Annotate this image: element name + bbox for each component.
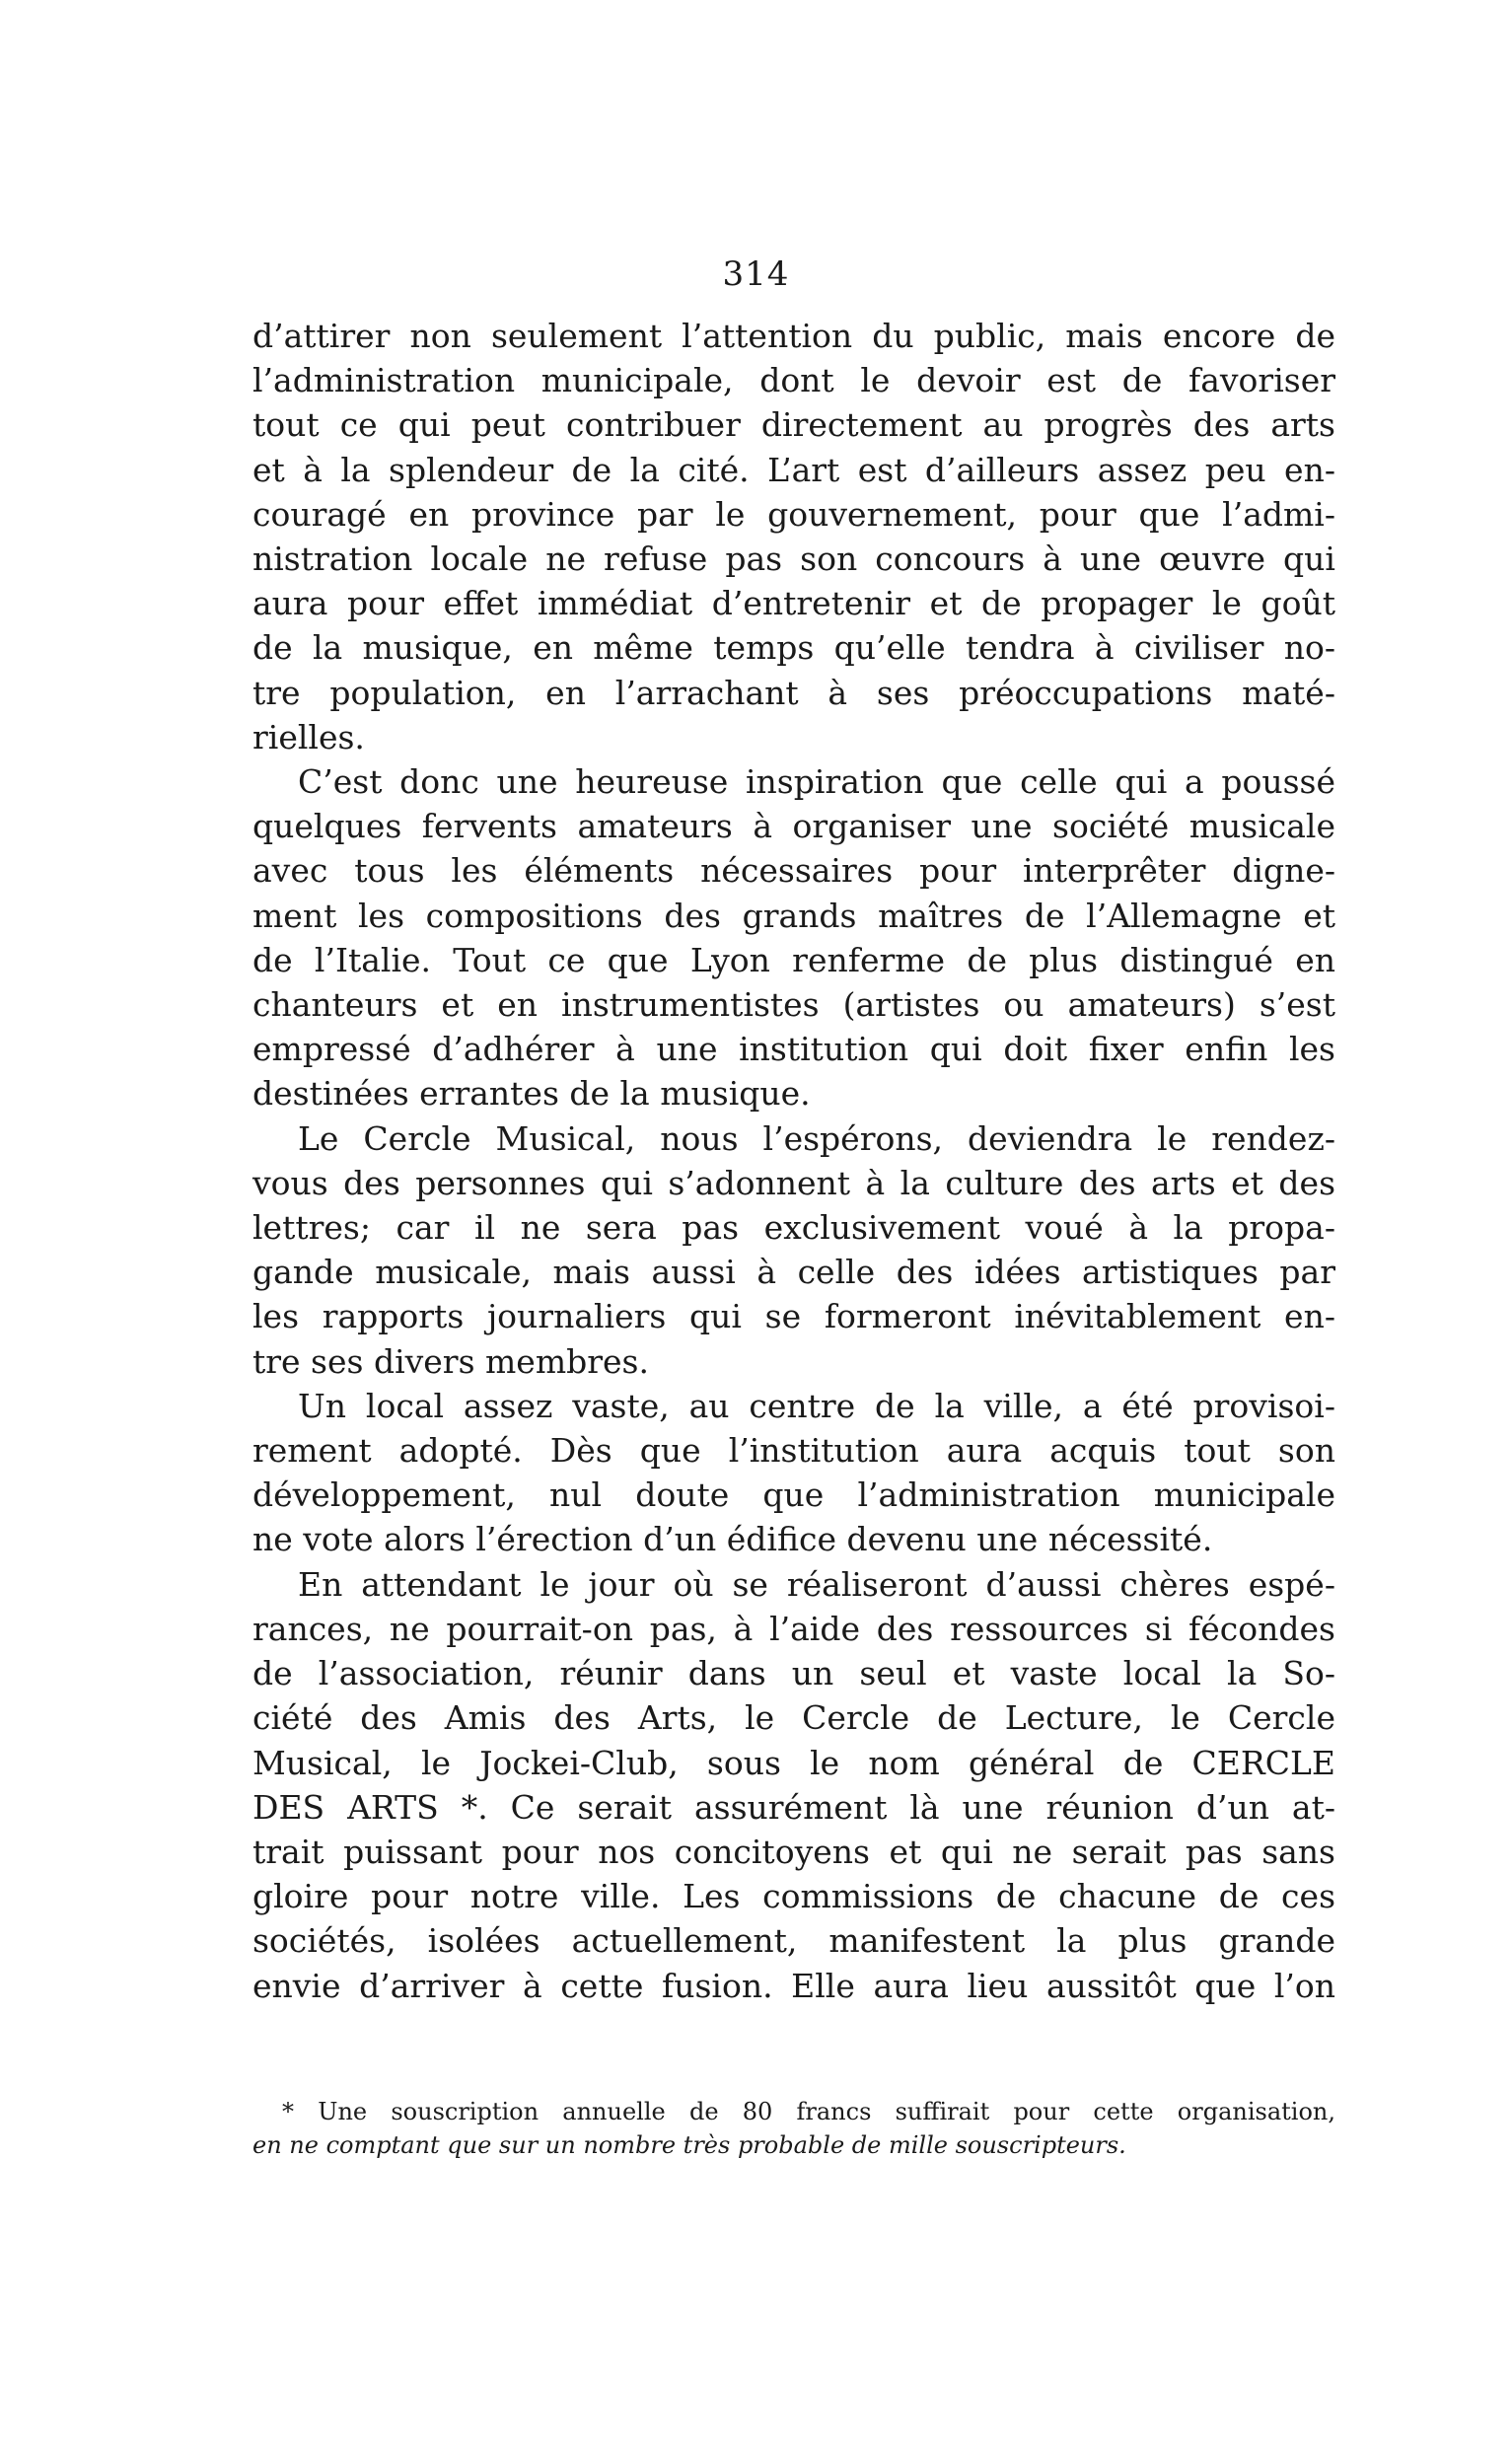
- text-line: et à la splendeur de la cité. L’art est d’ailleurs assez peu en-: [252, 450, 1335, 489]
- text-line: Un local assez vaste, au centre de la ville, a été provisoi-: [298, 1386, 1335, 1425]
- text-line: vous des personnes qui s’adonnent à la culture des arts et des: [252, 1163, 1335, 1202]
- text-line: Le Cercle Musical, nous l’espérons, deviendra le rendez-: [298, 1118, 1335, 1158]
- text-line: empressé d’adhérer à une institution qui doit fixer enfin les: [252, 1030, 1335, 1069]
- text-line: rances, ne pourrait-on pas, à l’aide des ressources si fécondes: [252, 1609, 1335, 1648]
- text-line: rement adopté. Dès que l’institution aura acquis tout son: [252, 1431, 1335, 1471]
- text-line: ciété des Amis des Arts, le Cercle de Lecture, le Cercle: [252, 1698, 1335, 1738]
- text-line: l’administration municipale, dont le devoir est de favoriser: [252, 361, 1335, 400]
- text-line: C’est donc une heureuse inspiration que celle qui a poussé: [298, 762, 1335, 802]
- text-line: trait puissant pour nos concitoyens et qui ne serait pas sans: [252, 1832, 1335, 1871]
- text-line: En attendant le jour où se réaliseront d’aussi chères espé-: [298, 1564, 1335, 1604]
- footnote: [252, 2095, 1335, 2162]
- text-line: couragé en province par le gouvernement, pour que l’admi-: [252, 494, 1335, 534]
- text-line: de l’Italie. Tout ce que Lyon renferme de plus distingué en: [252, 940, 1335, 979]
- text-line: les rapports journaliers qui se formeront inévitablement en-: [252, 1297, 1335, 1336]
- text-line: sociétés, isolées actuellement, manifestent la plus grande: [252, 1921, 1335, 1961]
- text-line: lettres; car il ne sera pas exclusivement voué à la propa-: [252, 1208, 1335, 1248]
- text-line: gloire pour notre ville. Les commissions de chacune de ces: [252, 1877, 1335, 1916]
- text-line: d’attirer non seulement l’attention du public, mais encore de: [252, 317, 1335, 355]
- paragraph: [252, 1562, 1335, 2008]
- text-line: avec tous les éléments nécessaires pour interprêter digne-: [252, 851, 1335, 891]
- text-line: de la musique, en même temps qu’elle tendra à civiliser no-: [252, 628, 1335, 668]
- text-line: DES ARTS *. Ce serait assurément là une réunion d’un at-: [252, 1787, 1335, 1827]
- text-line: chanteurs et en instrumentistes (artistes ou amateurs) s’est: [252, 985, 1335, 1025]
- footnote-line: en ne comptant que sur un nombre très probable de mille souscripteurs.: [252, 2131, 1126, 2159]
- text-line: destinées errantes de la musique.: [252, 1074, 811, 1114]
- text-line: Musical, le Jockei-Club, sous le nom général de CERCLE: [252, 1743, 1335, 1782]
- text-line: tre ses divers membres.: [252, 1341, 649, 1381]
- text-line: de l’association, réunir dans un seul et vaste local la So-: [252, 1654, 1335, 1693]
- text-line: tout ce qui peut contribuer directement au progrès des arts: [252, 405, 1335, 445]
- text-line: tre population, en l’arrachant à ses préoccupations maté-: [252, 673, 1335, 712]
- body-text: [252, 314, 1335, 2008]
- footnote-line: * Une souscription annuelle de 80 francs suffirait pour cette organisation,: [282, 2098, 1335, 2125]
- text-line: développement, nul doute que l’administration municipale: [252, 1475, 1335, 1515]
- paragraph: [252, 1384, 1335, 1562]
- text-line: envie d’arriver à cette fusion. Elle aura lieu aussitôt que l’on: [252, 1966, 1335, 2005]
- text-line: quelques fervents amateurs à organiser une société musicale: [252, 807, 1335, 846]
- text-line: ne vote alors l’érection d’un édifice devenu une nécessité.: [252, 1520, 1213, 1559]
- paragraph: [252, 1116, 1335, 1384]
- text-line: nistration locale ne refuse pas son concours à une œuvre qui: [252, 540, 1335, 579]
- text-line: rielles.: [252, 717, 365, 756]
- paragraph: [252, 314, 1335, 759]
- page-number: 314: [722, 254, 790, 294]
- text-line: ment les compositions des grands maîtres de l’Allemagne et: [252, 896, 1335, 935]
- text-line: aura pour effet immédiat d’entretenir et de propager le goût: [252, 584, 1335, 623]
- text-line: gande musicale, mais aussi à celle des idées artistiques par: [252, 1253, 1335, 1292]
- paragraph: [252, 759, 1335, 1116]
